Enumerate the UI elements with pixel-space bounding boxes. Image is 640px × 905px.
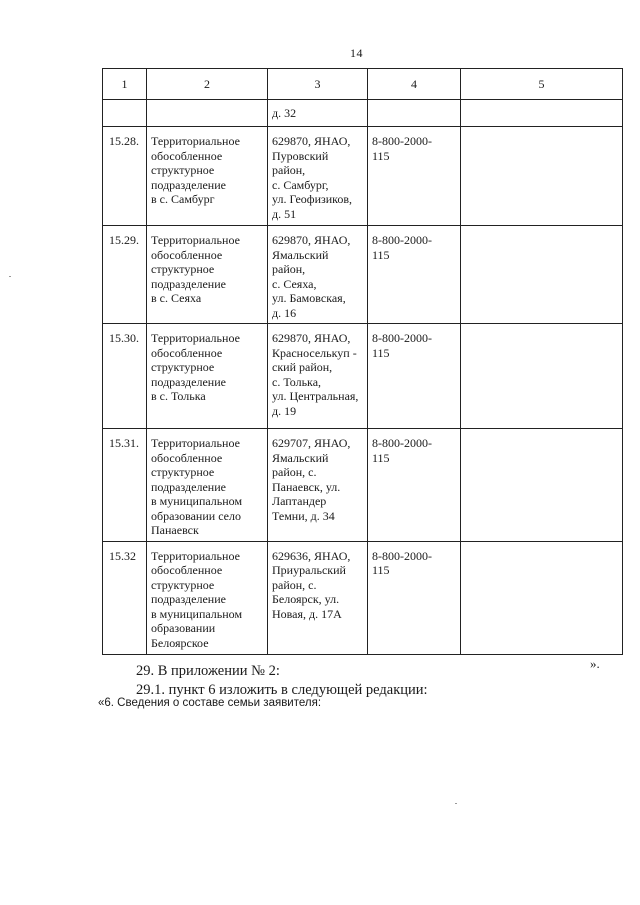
office-col5-cell xyxy=(461,127,623,226)
office-phone-cell xyxy=(368,324,461,429)
paragraph-item-6: «6. Сведения о составе семьи заявителя: xyxy=(98,697,322,709)
office-name: Территориальное обособленное структурное подразделение в с. Толька xyxy=(151,331,240,403)
office-phone-cell xyxy=(368,226,461,324)
office-name: Территориальное обособленное структурное подразделение в муниципальном образовании село Панаевск xyxy=(151,436,243,537)
page-number: 14 xyxy=(350,46,363,60)
office-name-cell xyxy=(147,541,268,654)
row-number: 15.32 xyxy=(109,548,136,563)
table-cell xyxy=(461,100,623,127)
office-col5-cell xyxy=(461,226,623,324)
office-col5-cell xyxy=(461,324,623,429)
table-cell xyxy=(268,100,368,127)
office-col5 xyxy=(461,127,622,137)
row-number-cell xyxy=(103,226,147,324)
office-name-cell xyxy=(147,429,268,542)
office-name-cell xyxy=(147,226,268,324)
office-phone-cell xyxy=(368,127,461,226)
office-name: Территориальное обособленное структурное подразделение в с. Сеяха xyxy=(151,233,240,305)
office-phone-cell xyxy=(368,429,461,542)
office-col5 xyxy=(461,324,622,334)
column-header: 5 xyxy=(461,69,623,100)
cell-text xyxy=(368,100,460,109)
table-row xyxy=(103,324,623,429)
office-phone-cell xyxy=(368,541,461,654)
row-number: 15.28. xyxy=(109,134,139,148)
office-address: 629636, ЯНАО, Приуральский район, с. Белоярск, ул. Новая, д. 17А xyxy=(272,548,351,621)
office-address-cell xyxy=(268,226,368,324)
office-phone: 8-800-2000- 115 xyxy=(372,436,432,465)
office-phone: 8-800-2000- 115 xyxy=(372,331,432,360)
office-col5 xyxy=(461,226,622,236)
row-number-cell xyxy=(103,429,147,542)
table-row xyxy=(103,127,623,226)
row-number: 15.30. xyxy=(109,331,139,345)
office-name-cell xyxy=(147,324,268,429)
office-address-cell xyxy=(268,541,368,654)
office-name: Территориальное обособленное структурное подразделение в с. Самбург xyxy=(151,134,240,206)
table-cell xyxy=(103,100,147,127)
row-number: 15.31. xyxy=(109,436,139,450)
row-number-cell xyxy=(103,127,147,226)
office-phone: 8-800-2000- 115 xyxy=(372,548,432,577)
scan-speck xyxy=(9,276,11,277)
cell-text xyxy=(461,100,622,109)
branch-offices-table xyxy=(102,68,623,655)
column-header: 1 xyxy=(103,69,147,100)
row-number: 15.29. xyxy=(109,233,139,247)
scan-speck xyxy=(455,803,457,804)
table-row xyxy=(103,226,623,324)
cell-text xyxy=(147,100,267,109)
office-phone: 8-800-2000- 115 xyxy=(372,134,432,163)
closing-quote: ». xyxy=(590,656,600,671)
paragraph-29-1: 29.1. пункт 6 изложить в следующей редакции: xyxy=(136,682,428,698)
office-address: 629870, ЯНАО, Красноселькуп - ский район, с. Толька, ул. Центральная, д. 19 xyxy=(272,331,359,418)
office-col5-cell xyxy=(461,541,623,654)
paragraph-29: 29. В приложении № 2: xyxy=(136,663,280,679)
office-address: 629870, ЯНАО, Ямальский район, с. Сеяха, ул. Бамовская, д. 16 xyxy=(272,233,351,320)
row-number-cell xyxy=(103,324,147,429)
office-col5-cell xyxy=(461,429,623,542)
column-header: 2 xyxy=(147,69,268,100)
column-header: 4 xyxy=(368,69,461,100)
column-header: 3 xyxy=(268,69,368,100)
continuation-row xyxy=(103,100,623,127)
office-name: Территориальное обособленное структурное подразделение в муниципальном образовании Белоярское xyxy=(151,548,243,650)
table-row xyxy=(103,541,623,654)
table-cell xyxy=(368,100,461,127)
table-header-row xyxy=(103,69,623,100)
office-phone: 8-800-2000- 115 xyxy=(372,233,432,262)
cell-text: д. 32 xyxy=(272,106,297,120)
office-address: 629870, ЯНАО, Пуровский район, с. Самбург, ул. Геофизиков, д. 51 xyxy=(272,134,353,221)
table-row xyxy=(103,429,623,542)
office-col5 xyxy=(461,429,622,439)
office-address-cell xyxy=(268,127,368,226)
row-number-cell xyxy=(103,541,147,654)
office-address-cell xyxy=(268,429,368,542)
office-name-cell xyxy=(147,127,268,226)
office-col5 xyxy=(461,542,622,552)
cell-text xyxy=(103,100,146,109)
table-cell xyxy=(147,100,268,127)
office-address-cell xyxy=(268,324,368,429)
office-address: 629707, ЯНАО, Ямальский район, с. Панаевск, ул. Лаптандер Темни, д. 34 xyxy=(272,436,351,523)
